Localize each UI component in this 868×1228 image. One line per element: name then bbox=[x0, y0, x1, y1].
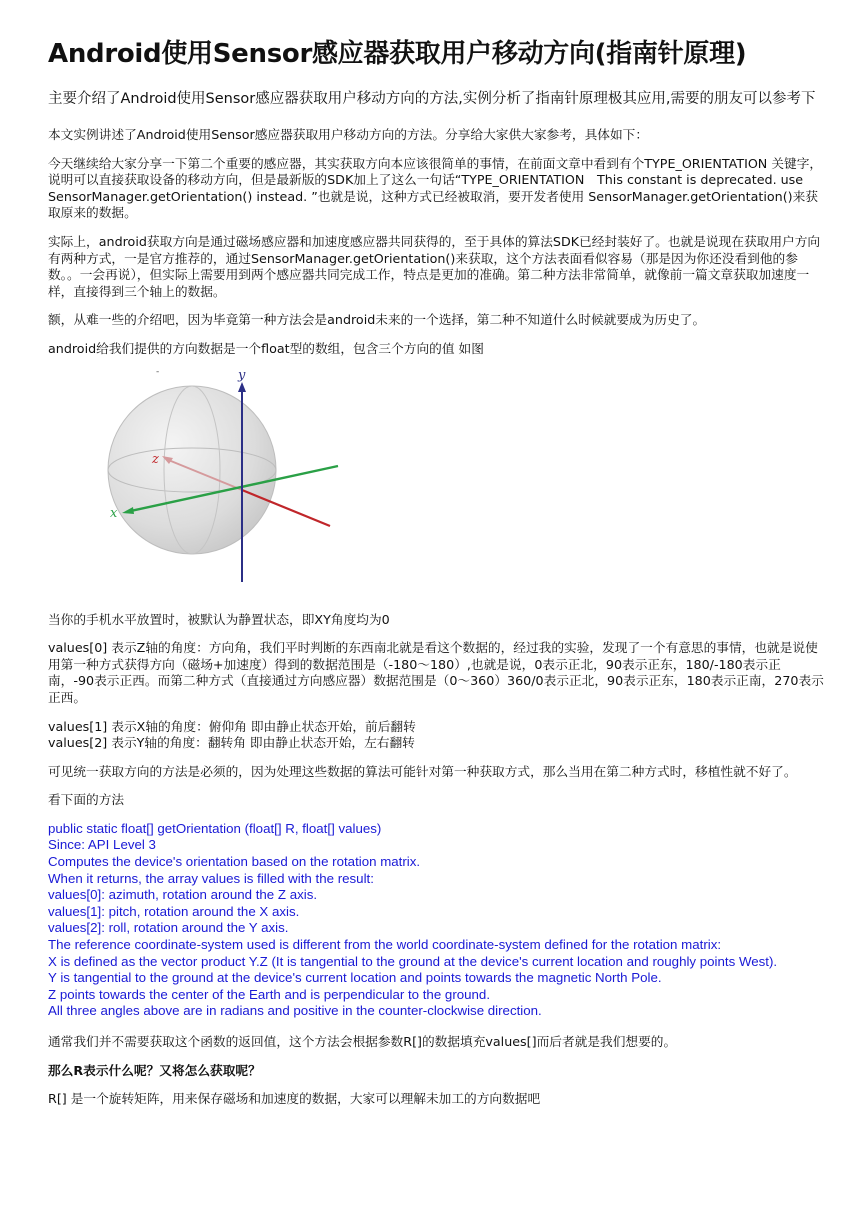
paragraph-static-state: 当你的手机水平放置时，被默认为静置状态，即XY角度均为0 bbox=[48, 611, 390, 627]
paragraph-return-value: 通常我们并不需要获取这个函数的返回值，这个方法会根据参数R[]的数据填充values[]而后者就是我们想要的。 bbox=[48, 1034, 677, 1049]
y-axis-label: y bbox=[238, 367, 246, 383]
doc-line: values[2]: roll, rotation around the Y axis. bbox=[48, 920, 289, 936]
question-heading: 那么R表示什么呢？又将怎么获取呢？ bbox=[48, 1062, 261, 1078]
doc-line: Z points towards the center of the Earth and is perpendicular to the ground. bbox=[48, 986, 491, 1002]
y-axis-arrow bbox=[238, 382, 246, 392]
doc-line: X is defined as the vector product Y.Z (It is tangential to the ground at the device's current location and roughly points West). bbox=[48, 953, 778, 969]
doc-line: When it returns, the array values is filled with the result: bbox=[48, 870, 374, 886]
paragraph-deprecated: 今天继续给大家分享一下第二个重要的感应器，其实获取方向本应该很简单的事情，在前面文章中看到有个TYPE_ORIENTATION 关键字，说明可以直接获取设备的移动方向，但是最新版的SDK加上了这么一句话“TYPE_ORIENTATION This constant is deprecated. use SensorManager.getOrientation() instead. ”也就是说，这种方式已经被取消，要开发者使用 SensorManager.getOrientation()来获取原来的数据。 bbox=[48, 155, 823, 221]
intro-paragraph: 本文实例讲述了Android使用Sensor感应器获取用户移动方向的方法。分享给大家供大家参考，具体如下： bbox=[48, 127, 649, 142]
z-axis-label: z bbox=[152, 451, 159, 467]
figure-mark: - bbox=[156, 366, 160, 377]
doc-line: values[1]: pitch, rotation around the X axis. bbox=[48, 903, 300, 919]
doc-line: Computes the device's orientation based on the rotation matrix. bbox=[48, 854, 421, 870]
doc-line: Y is tangential to the ground at the device's current location and points towards the magnetic North Pole. bbox=[48, 970, 662, 986]
paragraph-portability: 可见统一获取方向的方法是必须的，因为处理这些数据的算法可能针对第一种获取方式，那么当用在第二种方式时，移植性就不好了。 bbox=[48, 763, 797, 779]
doc-line: Since: API Level 3 bbox=[48, 837, 156, 853]
doc-line: values[0]: azimuth, rotation around the Z axis. bbox=[48, 887, 318, 903]
api-doc-block bbox=[48, 821, 826, 1020]
values1-line: values[1] 表示X轴的角度：俯仰角 即由静止状态开始，前后翻转 bbox=[48, 718, 416, 734]
paragraph-values0: values[0] 表示Z轴的角度：方向角，我们平时判断的东西南北就是看这个数据的，经过我的实验，发现了一个有意思的事情，也就是说使用第一种方式获得方向（磁场+加速度）得到的数据范围是（-180～180）,也就是说，0表示正北，90表示正东，180/-180表示正南，-90表示正西。而第二种方式（直接通过方向感应器）数据范围是（0～360）360/0表示正北，90表示正东，180表示正南，270表示正西。 bbox=[48, 640, 824, 705]
article-summary: 主要介绍了Android使用Sensor感应器获取用户移动方向的方法,实例分析了指南针原理极其应用,需要的朋友可以参考下 bbox=[48, 91, 816, 107]
paragraph-rotation-matrix: R[] 是一个旋转矩阵，用来保存磁场和加速度的数据，大家可以理解未加工的方向数据吧 bbox=[48, 1091, 541, 1107]
doc-line: All three angles above are in radians and positive in the counter-clockwise direction. bbox=[48, 1003, 542, 1019]
paragraph-two-methods: 实际上，android获取方向是通过磁场感应器和加速度感应器共同获得的，至于具体的算法SDK已经封装好了。也就是说现在获取用户方向有两种方式，一是官方推荐的，通过SensorManager.getOrientation()来获取，这个方法表面看似容易（那是因为你还没看到他的参数。。一会再说），但实际上需要用到两个感应器共同完成工作，特点是更加的准确。第二种方法非常简单，就像前一篇文章获取加速度一样，直接得到三个轴上的数据。 bbox=[48, 233, 821, 299]
orientation-axes-figure bbox=[78, 366, 358, 598]
paragraph-float-array: android给我们提供的方向数据是一个float型的数组，包含三个方向的值 如图 bbox=[48, 340, 484, 356]
axes-diagram bbox=[78, 366, 358, 598]
paragraph-values12 bbox=[48, 719, 826, 752]
x-axis-label: x bbox=[110, 505, 118, 521]
paragraph-future: 额，从难一些的介绍吧，因为毕竟第一种方法会是android未来的一个选择，第二种不知道什么时候就要成为历史了。 bbox=[48, 312, 706, 328]
paragraph-see-method: 看下面的方法 bbox=[48, 792, 125, 808]
article bbox=[48, 36, 826, 1120]
doc-line: The reference coordinate-system used is different from the world coordinate-system defined for the rotation matrix: bbox=[48, 937, 722, 953]
values2-line: values[2] 表示Y轴的角度：翻转角 即由静止状态开始，左右翻转 bbox=[48, 735, 415, 751]
doc-line: public static float[] getOrientation (float[] R, float[] values) bbox=[48, 820, 382, 836]
page-title: Android使用Sensor感应器获取用户移动方向(指南针原理) bbox=[48, 39, 747, 69]
